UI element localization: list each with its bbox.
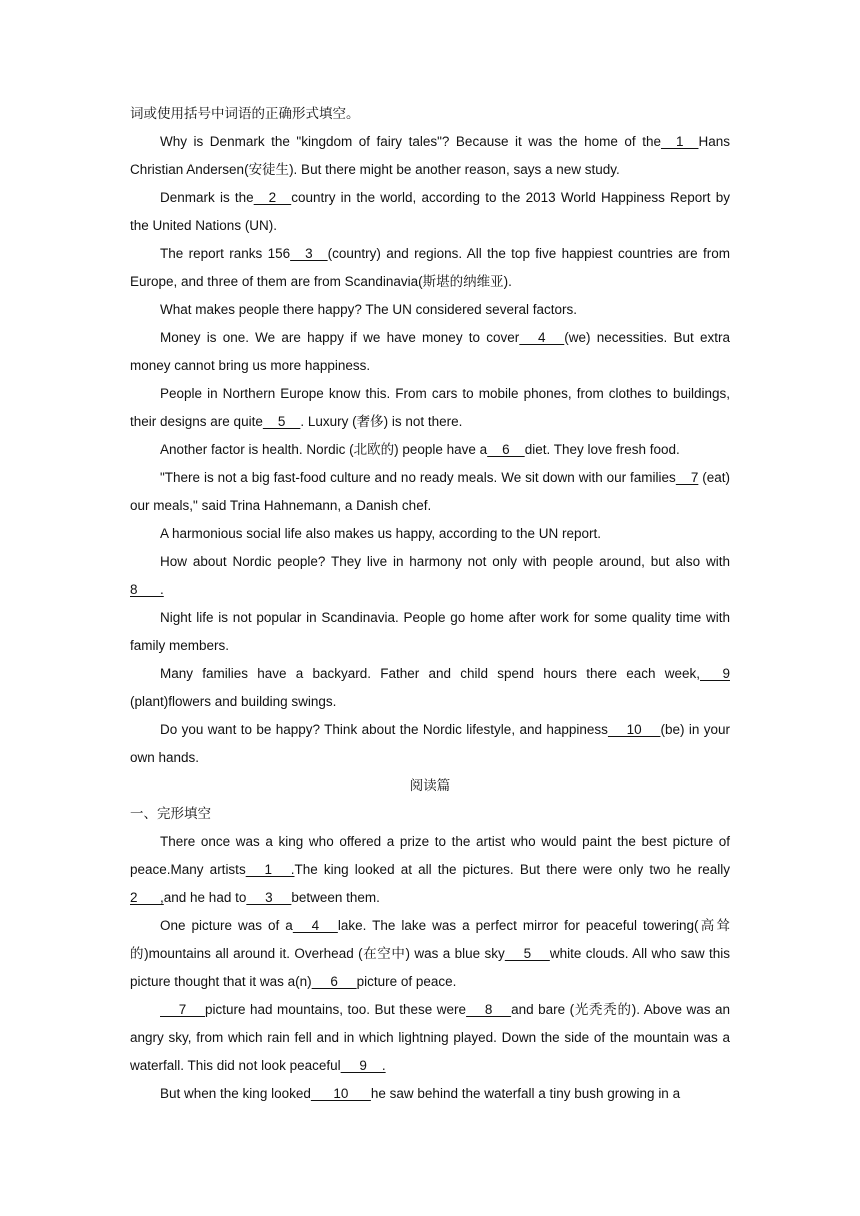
answer-blank: 5 (262, 414, 301, 429)
paragraph (130, 660, 730, 716)
paragraph-text: Another factor is health. Nordic ( (160, 442, 354, 457)
paragraph-text: picture of peace. (356, 974, 457, 989)
cloze-section-heading: 一、完形填空 (130, 806, 211, 822)
paragraph-text: and bare ( (511, 1002, 575, 1017)
paragraph-text: (be) in your own hands. (130, 722, 731, 765)
paragraph (130, 996, 730, 1080)
answer-blank: 7 (160, 1002, 206, 1017)
paragraph (130, 324, 730, 380)
paragraph-text: diet. They love fresh food. (524, 442, 680, 457)
cloze-instruction: 词或使用括号中词语的正确形式填空。 (130, 106, 360, 122)
chinese-gloss: 安徒生 (248, 162, 290, 178)
paragraph-text: One picture was of a (160, 918, 293, 933)
paragraph-text: ) was a blue sky (405, 946, 505, 961)
answer-blank: 6 (487, 442, 525, 457)
paragraph-text: Why is Denmark the "kingdom of fairy tales"? Because it was the home of the (160, 134, 661, 149)
paragraph-text: country in the world, according to the 2013 World Happiness Report by the United Nations (UN). (130, 190, 730, 233)
paragraph (130, 548, 730, 604)
paragraph-text: The report ranks 156 (160, 246, 291, 261)
answer-blank: 5 (504, 946, 550, 961)
paragraph-text: )mountains all around it. Overhead ( (144, 946, 363, 961)
answer-blank: 4 (519, 330, 565, 345)
paragraph-text: The king looked at all the pictures. But there were only two he really (294, 862, 730, 877)
answer-blank: 10 (310, 1086, 371, 1101)
paragraph-text: picture had mountains, too. But these were (205, 1002, 467, 1017)
paragraph (130, 128, 730, 184)
answer-blank: 8 (466, 1002, 512, 1017)
paragraph (130, 716, 730, 772)
paragraph-text: ) is not there. (383, 414, 463, 429)
paragraph-text: he saw behind the waterfall a tiny bush growing in a (370, 1086, 681, 1101)
chinese-gloss: 光秃秃的 (574, 1002, 632, 1018)
answer-blank: 3 (290, 246, 328, 261)
paragraph-text: between them. (291, 890, 380, 905)
answer-blank: 9 . (340, 1058, 386, 1073)
paragraph-text: How about Nordic people? They live in harmony not only with people around, but also with (160, 554, 730, 569)
paragraph-text: and he had to (163, 890, 247, 905)
answer-blank: 4 (292, 918, 338, 933)
reading-section-title: 阅读篇 (409, 778, 451, 794)
answer-blank: 1 (660, 134, 699, 149)
paragraph (130, 464, 730, 520)
paragraph (130, 436, 730, 464)
paragraph (130, 296, 730, 324)
paragraph-text: Denmark is the (160, 190, 254, 205)
paragraph (130, 184, 730, 240)
paragraph (130, 520, 730, 548)
paragraph-text: Night life is not popular in Scandinavia. People go home after work for some quality time with family members. (130, 610, 730, 653)
paragraph-text: (plant)flowers and building swings. (130, 694, 337, 709)
paragraph-text: (country) and regions. All the top five happiest countries are from Europe, and three of them are from Scandinavia( (130, 246, 731, 289)
answer-blank: 1 . (245, 862, 295, 877)
chinese-gloss: 在空中 (362, 946, 406, 962)
answer-blank: 10 (607, 722, 661, 737)
chinese-gloss: 北欧的 (353, 442, 395, 458)
answer-blank: 6 (311, 974, 357, 989)
paragraph-text: white clouds. All who saw this picture thought that it was a(n) (130, 946, 730, 989)
answer-blank: 8 . (130, 582, 164, 597)
paragraph-text: Do you want to be happy? Think about the Nordic lifestyle, and happiness (160, 722, 608, 737)
paragraph-text: Money is one. We are happy if we have money to cover (160, 330, 520, 345)
paragraph-text: There once was a king who offered a prize to the artist who would paint the best picture of peace.Many artists (130, 834, 730, 877)
chinese-gloss: 奢侈 (356, 414, 384, 430)
paragraph-text: ). (503, 274, 512, 289)
paragraph-text: Hans Christian Andersen( (130, 134, 730, 177)
paragraph-text: A harmonious social life also makes us happy, according to the UN report. (160, 526, 601, 541)
answer-blank: 3 (246, 890, 292, 905)
paragraph-text: "There is not a big fast-food culture and no ready meals. We sit down with our families (160, 470, 676, 485)
reading-passage (130, 828, 730, 1108)
answer-blank: 2 , (130, 890, 164, 905)
paragraph-text: (we) necessities. But extra money cannot bring us more happiness. (130, 330, 730, 373)
answer-blank: 7 (675, 470, 699, 485)
paragraph-text: lake. The lake was a perfect mirror for peaceful towering( (337, 918, 699, 933)
chinese-gloss: 高耸的 (130, 918, 730, 962)
paragraph-text: . Luxury ( (300, 414, 357, 429)
chinese-gloss: 斯堪的纳维亚 (422, 274, 504, 290)
paragraph-text: What makes people there happy? The UN considered several factors. (160, 302, 577, 317)
paragraph-text: People in Northern Europe know this. From cars to mobile phones, from clothes to buildings, their designs are quite (130, 386, 730, 429)
paragraph (130, 1080, 730, 1108)
paragraph-text: ). Above was an angry sky, from which rain fell and in which lightning played. Down the side of the mountain was a waterfall. This did not look peaceful (130, 1002, 731, 1073)
paragraph (130, 240, 730, 296)
paragraph-text: ) people have a (394, 442, 488, 457)
paragraph (130, 604, 730, 660)
paragraph (130, 828, 730, 912)
paragraph (130, 380, 730, 436)
paragraph-text: But when the king looked (160, 1086, 311, 1101)
cloze-passage (130, 128, 730, 772)
paragraph (130, 912, 730, 996)
answer-blank: 9 (699, 666, 730, 681)
paragraph-text: ). But there might be another reason, says a new study. (289, 162, 620, 177)
answer-blank: 2 (253, 190, 292, 205)
document-body (130, 100, 730, 1108)
paragraph-text: Many families have a backyard. Father and child spend hours there each week, (160, 666, 700, 681)
paragraph-text: (eat) our meals," said Trina Hahnemann, a Danish chef. (130, 470, 730, 513)
